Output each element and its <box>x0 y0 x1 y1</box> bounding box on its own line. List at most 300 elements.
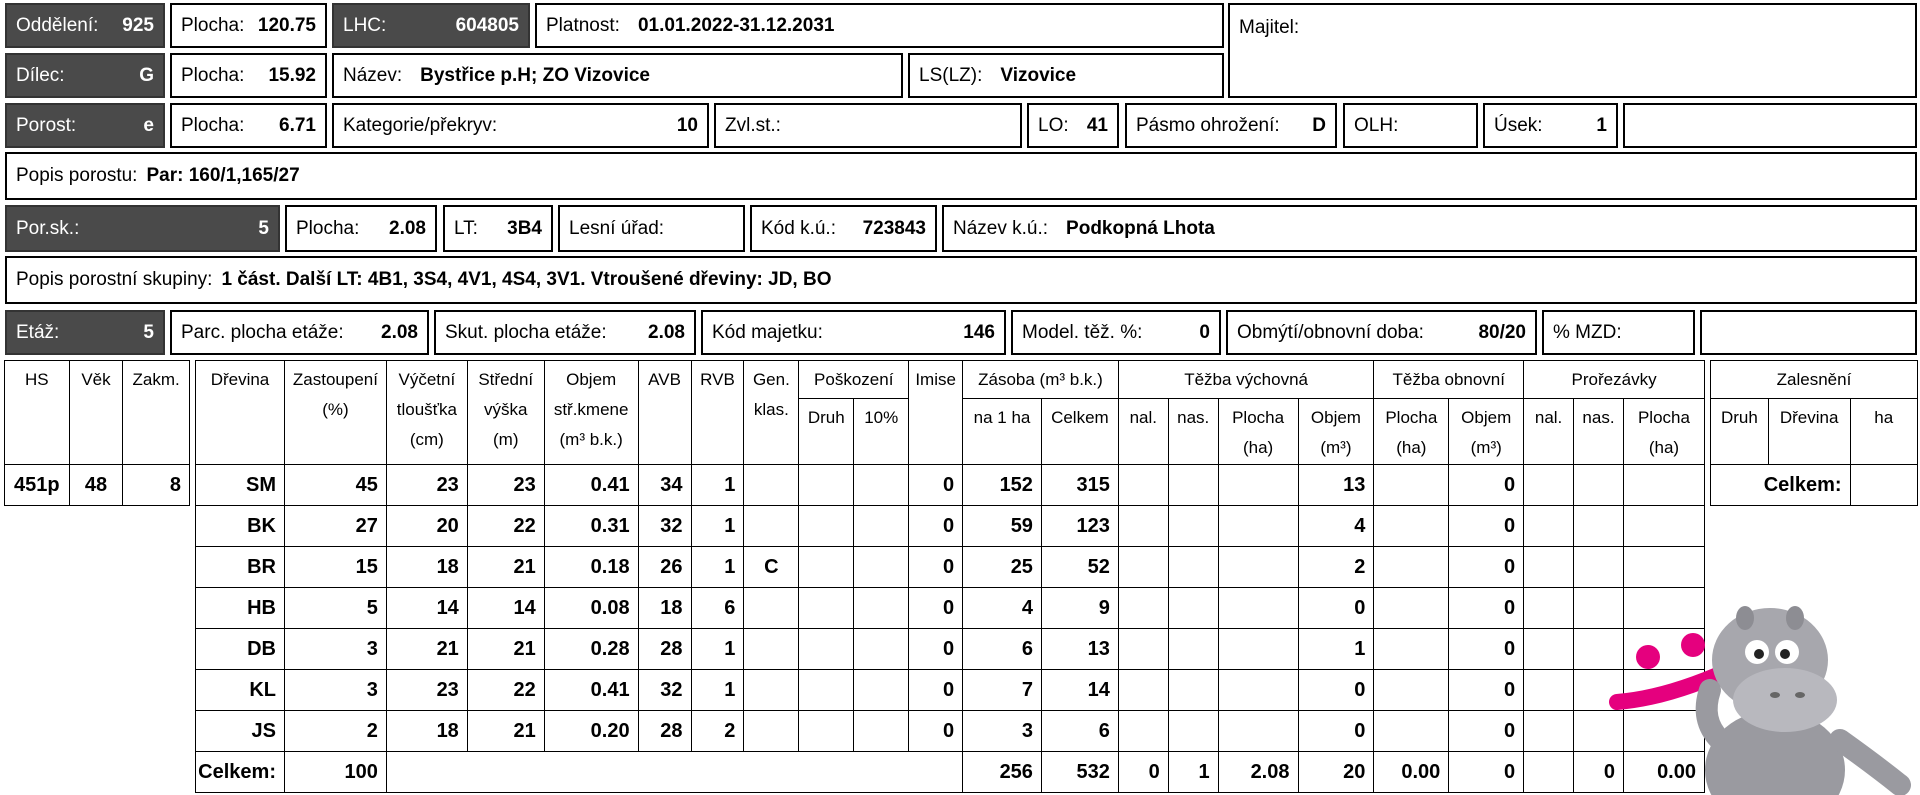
plocha-cell <box>1218 588 1298 629</box>
lo-box <box>1027 103 1119 148</box>
total-pr-plocha: 0.00 <box>1623 752 1704 793</box>
header-plocha: Plocha (ha) <box>1218 399 1298 465</box>
rvb-cell: 1 <box>691 629 744 670</box>
kategorie-box <box>332 103 709 148</box>
objem-cell: 0.18 <box>544 547 638 588</box>
kod-ku-value: 723843 <box>862 217 926 239</box>
header-zakm: Zakm. <box>123 361 190 465</box>
nazev-label: Název: <box>343 64 403 86</box>
total-pr-nas: 0 <box>1574 752 1624 793</box>
pasmo-box <box>1125 103 1337 148</box>
table-row <box>196 547 1705 588</box>
dilec-plocha-box <box>170 53 327 98</box>
platnost-value: 01.01.2022-31.12.2031 <box>637 14 835 36</box>
nal-cell <box>1118 711 1168 752</box>
pr-nal-cell <box>1524 547 1574 588</box>
oddeleni-box <box>5 3 165 48</box>
popis-porostu-value: Par: 160/1,165/27 <box>146 165 300 186</box>
stredni-cell: 21 <box>467 711 544 752</box>
pct10-cell <box>854 711 909 752</box>
plocha-label: Plocha: <box>181 114 245 136</box>
total-na1ha: 256 <box>963 752 1042 793</box>
stredni-cell: 21 <box>467 547 544 588</box>
druh-cell <box>799 670 854 711</box>
drevina-cell: SM <box>196 465 285 506</box>
empty-box-r3 <box>1623 103 1917 148</box>
header-10pct: 10% <box>854 399 909 465</box>
majitel-label: Majitel: <box>1239 17 1300 38</box>
objem-m3-cell: 0 <box>1298 588 1374 629</box>
vycetni-cell: 18 <box>386 547 467 588</box>
plocha-cell <box>1218 465 1298 506</box>
header-objem: Objem stř.kmene (m³ b.k.) <box>544 361 638 465</box>
lhc-value: 604805 <box>455 14 519 36</box>
zakm-cell: 8 <box>123 465 190 506</box>
objem-m3-cell: 0 <box>1298 711 1374 752</box>
total-zastoupeni: 100 <box>284 752 386 793</box>
model-tez-box <box>1011 310 1221 355</box>
oddeleni-plocha-box <box>170 3 327 48</box>
nazev-box <box>332 53 903 98</box>
na1ha-cell: 59 <box>963 506 1042 547</box>
imise-cell: 0 <box>909 629 963 670</box>
avb-cell: 32 <box>638 506 691 547</box>
usek-value: 1 <box>1596 114 1607 136</box>
parc-plocha-box <box>170 310 429 355</box>
header-nas: nas. <box>1168 399 1218 465</box>
lt-value: 3B4 <box>507 217 542 239</box>
table-row <box>196 711 1705 752</box>
header-objem-m3: Objem (m³) <box>1298 399 1374 465</box>
header-nal: nal. <box>1118 399 1168 465</box>
objem-m3-cell: 13 <box>1298 465 1374 506</box>
header-drevina: Dřevina <box>196 361 285 465</box>
empty-box-r7 <box>1700 310 1917 355</box>
header-imise: Imise <box>909 361 963 465</box>
celkem-cell: 6 <box>1041 711 1118 752</box>
plocha-cell <box>1218 670 1298 711</box>
celkem-cell: 52 <box>1041 547 1118 588</box>
gen-cell <box>744 465 799 506</box>
etaz-value: 5 <box>143 321 154 343</box>
pct10-cell <box>854 588 909 629</box>
drevina-cell: JS <box>196 711 285 752</box>
porost-plocha-box <box>170 103 327 148</box>
etaz-label: Etáž: <box>16 321 60 343</box>
header-celkem: Celkem <box>1041 399 1118 465</box>
lo-value: 41 <box>1086 114 1108 136</box>
objem-m3-cell: 1 <box>1298 629 1374 670</box>
pct10-cell <box>854 506 909 547</box>
objem-cell: 0.28 <box>544 629 638 670</box>
nal-cell <box>1118 547 1168 588</box>
skut-plocha-value: 2.08 <box>648 321 685 343</box>
zastoupeni-cell: 27 <box>284 506 386 547</box>
nal-cell <box>1118 465 1168 506</box>
objem-cell: 0.20 <box>544 711 638 752</box>
kod-majetku-box <box>701 310 1006 355</box>
popis-skupiny-box <box>5 256 1917 304</box>
plocha-cell <box>1218 506 1298 547</box>
pr-nal-cell <box>1524 629 1574 670</box>
obn-plocha-cell <box>1374 629 1449 670</box>
pr-nal-cell <box>1524 711 1574 752</box>
druh-cell <box>799 629 854 670</box>
gen-cell <box>744 670 799 711</box>
header-zasoba: Zásoba (m³ b.k.) <box>963 361 1119 399</box>
zastoupeni-cell: 15 <box>284 547 386 588</box>
lesni-urad-box <box>558 205 745 252</box>
zalesneni-total-label: Celkem: <box>1711 465 1851 506</box>
nazev-ku-value: Podkopná Lhota <box>1066 217 1215 239</box>
vycetni-cell: 23 <box>386 465 467 506</box>
pasmo-value: D <box>1312 114 1326 136</box>
na1ha-cell: 152 <box>963 465 1042 506</box>
pr-nal-cell <box>1524 465 1574 506</box>
zastoupeni-cell: 5 <box>284 588 386 629</box>
avb-cell: 26 <box>638 547 691 588</box>
imise-cell: 0 <box>909 465 963 506</box>
obn-objem-cell: 0 <box>1449 670 1524 711</box>
obn-plocha-cell <box>1374 506 1449 547</box>
druh-cell <box>799 588 854 629</box>
imise-cell: 0 <box>909 547 963 588</box>
nal-cell <box>1118 629 1168 670</box>
gen-cell: C <box>744 547 799 588</box>
etaz-box <box>5 310 165 355</box>
zalesneni-title: Zalesnění <box>1711 361 1918 399</box>
obn-objem-cell: 0 <box>1449 506 1524 547</box>
table-row <box>196 588 1705 629</box>
plocha-label: Plocha: <box>181 64 245 86</box>
porsk-plocha-value: 2.08 <box>389 217 426 239</box>
drevina-cell: KL <box>196 670 285 711</box>
objem-m3-cell: 4 <box>1298 506 1374 547</box>
zastoupeni-cell: 3 <box>284 629 386 670</box>
ls-value: Vizovice <box>1000 64 1077 86</box>
vek-cell: 48 <box>69 465 123 506</box>
header-z-drevina: Dřevina <box>1768 399 1850 465</box>
obmyti-box <box>1226 310 1537 355</box>
vycetni-cell: 23 <box>386 670 467 711</box>
objem-m3-cell: 0 <box>1298 670 1374 711</box>
totals-blank <box>386 752 962 793</box>
olh-label: OLH: <box>1354 114 1399 136</box>
header-obn-plocha: Plocha (ha) <box>1374 399 1449 465</box>
platnost-box <box>535 3 1224 48</box>
header-z-ha: ha <box>1850 399 1917 465</box>
table-row <box>196 465 1705 506</box>
objem-cell: 0.08 <box>544 588 638 629</box>
druh-cell <box>799 547 854 588</box>
header-poskozeni: Poškození <box>799 361 909 399</box>
zalesneni-table <box>1710 360 1918 506</box>
objem-cell: 0.41 <box>544 670 638 711</box>
rvb-cell: 2 <box>691 711 744 752</box>
zastoupeni-cell: 3 <box>284 670 386 711</box>
pr-plocha-cell <box>1623 465 1704 506</box>
pr-nal-cell <box>1524 506 1574 547</box>
porost-plocha-value: 6.71 <box>279 114 316 136</box>
pct10-cell <box>854 670 909 711</box>
obn-plocha-cell <box>1374 588 1449 629</box>
pct10-cell <box>854 465 909 506</box>
avb-cell: 18 <box>638 588 691 629</box>
obn-plocha-cell <box>1374 547 1449 588</box>
nazev-ku-box <box>942 205 1917 252</box>
gen-cell <box>744 588 799 629</box>
total-celkem: 532 <box>1041 752 1118 793</box>
kod-majetku-value: 146 <box>963 321 995 343</box>
header-prorezavky: Prořezávky <box>1524 361 1705 399</box>
plocha-cell <box>1218 629 1298 670</box>
kod-ku-label: Kód k.ú.: <box>761 217 836 239</box>
nal-cell <box>1118 670 1168 711</box>
parc-plocha-label: Parc. plocha etáže: <box>181 321 344 343</box>
kategorie-value: 10 <box>676 114 698 136</box>
rvb-cell: 1 <box>691 547 744 588</box>
drevina-cell: DB <box>196 629 285 670</box>
druh-cell <box>799 506 854 547</box>
lhc-label: LHC: <box>343 14 387 36</box>
porost-box <box>5 103 165 148</box>
mzd-label: % MZD: <box>1553 321 1622 343</box>
header-na1ha: na 1 ha <box>963 399 1042 465</box>
lt-label: LT: <box>454 217 478 239</box>
stredni-cell: 23 <box>467 465 544 506</box>
gen-cell <box>744 629 799 670</box>
total-pr-nal <box>1524 752 1574 793</box>
porsk-box <box>5 205 280 252</box>
drevina-cell: BK <box>196 506 285 547</box>
ls-label: LS(LZ): <box>919 64 983 86</box>
pasmo-label: Pásmo ohrožení: <box>1136 114 1280 136</box>
lesni-urad-label: Lesní úřad: <box>569 217 665 239</box>
nas-cell <box>1168 588 1218 629</box>
pr-nal-cell <box>1524 588 1574 629</box>
header-pr-plocha: Plocha (ha) <box>1623 399 1704 465</box>
hs-cell: 451p <box>5 465 70 506</box>
usek-box <box>1483 103 1618 148</box>
porost-value: e <box>143 114 154 136</box>
plocha-label: Plocha: <box>181 14 245 36</box>
table-row <box>196 506 1705 547</box>
skut-plocha-box <box>434 310 696 355</box>
rvb-cell: 1 <box>691 506 744 547</box>
celkem-cell: 13 <box>1041 629 1118 670</box>
nazev-value: Bystřice p.H; ZO Vizovice <box>420 64 650 86</box>
total-nas: 1 <box>1168 752 1218 793</box>
vycetni-cell: 18 <box>386 711 467 752</box>
zastoupeni-cell: 2 <box>284 711 386 752</box>
kod-ku-box <box>750 205 937 252</box>
celkem-cell: 9 <box>1041 588 1118 629</box>
table-row <box>196 670 1705 711</box>
celkem-cell: 315 <box>1041 465 1118 506</box>
total-plocha: 2.08 <box>1218 752 1298 793</box>
objem-cell: 0.41 <box>544 465 638 506</box>
kategorie-label: Kategorie/překryv: <box>343 114 498 136</box>
imise-cell: 0 <box>909 506 963 547</box>
na1ha-cell: 25 <box>963 547 1042 588</box>
nas-cell <box>1168 711 1218 752</box>
parc-plocha-value: 2.08 <box>381 321 418 343</box>
oddeleni-value: 925 <box>122 14 154 36</box>
pct10-cell <box>854 547 909 588</box>
table-row <box>196 629 1705 670</box>
obn-plocha-cell <box>1374 670 1449 711</box>
majitel-box <box>1228 3 1917 98</box>
header-rvb: RVB <box>691 361 744 465</box>
pr-nas-cell <box>1574 465 1624 506</box>
obn-objem-cell: 0 <box>1449 588 1524 629</box>
porsk-value: 5 <box>258 217 269 239</box>
platnost-label: Platnost: <box>546 14 620 36</box>
dilec-box <box>5 53 165 98</box>
imise-cell: 0 <box>909 711 963 752</box>
stredni-cell: 22 <box>467 506 544 547</box>
model-tez-label: Model. těž. %: <box>1022 321 1143 343</box>
lt-box <box>443 205 553 252</box>
stredni-cell: 21 <box>467 629 544 670</box>
vycetni-cell: 21 <box>386 629 467 670</box>
druh-cell <box>799 711 854 752</box>
lhc-box <box>332 3 530 48</box>
skut-plocha-label: Skut. plocha etáže: <box>445 321 607 343</box>
popis-skupiny-value: 1 část. Další LT: 4B1, 3S4, 4V1, 4S4, 3V1. Vtroušené dřeviny: JD, BO <box>221 269 832 290</box>
total-obn-plocha: 0.00 <box>1374 752 1449 793</box>
main-table <box>195 360 1705 793</box>
zastoupeni-cell: 45 <box>284 465 386 506</box>
total-obn-objem: 0 <box>1449 752 1524 793</box>
ls-box <box>908 53 1224 98</box>
zalesneni-total-value <box>1850 465 1917 506</box>
druh-cell <box>799 465 854 506</box>
obn-plocha-cell <box>1374 465 1449 506</box>
zvlst-box <box>714 103 1022 148</box>
stredni-cell: 14 <box>467 588 544 629</box>
obn-objem-cell: 0 <box>1449 465 1524 506</box>
header-pr-nas: nas. <box>1574 399 1624 465</box>
popis-porostu-box <box>5 152 1917 200</box>
header-vycetni: Výčetní tloušťka (cm) <box>386 361 467 465</box>
objem-m3-cell: 2 <box>1298 547 1374 588</box>
table-row <box>5 465 190 506</box>
olh-box <box>1343 103 1478 148</box>
nas-cell <box>1168 506 1218 547</box>
celkem-cell: 14 <box>1041 670 1118 711</box>
avb-cell: 32 <box>638 670 691 711</box>
drevina-cell: BR <box>196 547 285 588</box>
drevina-cell: HB <box>196 588 285 629</box>
pct10-cell <box>854 629 909 670</box>
avb-cell: 34 <box>638 465 691 506</box>
stredni-cell: 22 <box>467 670 544 711</box>
plocha-cell <box>1218 547 1298 588</box>
header-tezba-obnovni: Těžba obnovní <box>1374 361 1524 399</box>
nal-cell <box>1118 506 1168 547</box>
imise-cell: 0 <box>909 670 963 711</box>
lo-label: LO: <box>1038 114 1069 136</box>
plocha-label: Plocha: <box>296 217 360 239</box>
nazev-ku-label: Název k.ú.: <box>953 217 1049 239</box>
header-vek: Věk <box>69 361 123 465</box>
model-tez-value: 0 <box>1199 321 1210 343</box>
pr-nas-cell <box>1574 506 1624 547</box>
nas-cell <box>1168 670 1218 711</box>
obn-objem-cell: 0 <box>1449 547 1524 588</box>
rvb-cell: 1 <box>691 465 744 506</box>
nal-cell <box>1118 588 1168 629</box>
total-objem: 20 <box>1298 752 1374 793</box>
nas-cell <box>1168 547 1218 588</box>
left-table <box>4 360 190 506</box>
kod-majetku-label: Kód majetku: <box>712 321 823 343</box>
porost-label: Porost: <box>16 114 77 136</box>
header-obn-objem: Objem (m³) <box>1449 399 1524 465</box>
avb-cell: 28 <box>638 711 691 752</box>
dilec-value: G <box>139 64 154 86</box>
nas-cell <box>1168 465 1218 506</box>
na1ha-cell: 7 <box>963 670 1042 711</box>
header-tezba-vychovna: Těžba výchovná <box>1118 361 1374 399</box>
obmyti-label: Obmýtí/obnovní doba: <box>1237 321 1424 343</box>
totals-label: Celkem: <box>196 752 285 793</box>
total-nal: 0 <box>1118 752 1168 793</box>
vycetni-cell: 20 <box>386 506 467 547</box>
obn-objem-cell: 0 <box>1449 629 1524 670</box>
header-gen: Gen. klas. <box>744 361 799 465</box>
obn-plocha-cell <box>1374 711 1449 752</box>
popis-skupiny-label: Popis porostní skupiny: <box>16 269 213 290</box>
porsk-plocha-box <box>285 205 437 252</box>
mzd-box <box>1542 310 1695 355</box>
zalesneni-total-row <box>1711 465 1918 506</box>
rvb-cell: 6 <box>691 588 744 629</box>
plocha-cell <box>1218 711 1298 752</box>
avb-cell: 28 <box>638 629 691 670</box>
header-pr-nal: nal. <box>1524 399 1574 465</box>
na1ha-cell: 4 <box>963 588 1042 629</box>
pr-plocha-cell <box>1623 506 1704 547</box>
gen-cell <box>744 711 799 752</box>
header-hs: HS <box>5 361 70 465</box>
objem-cell: 0.31 <box>544 506 638 547</box>
dilec-plocha-value: 15.92 <box>268 64 316 86</box>
rvb-cell: 1 <box>691 670 744 711</box>
porsk-label: Por.sk.: <box>16 217 80 239</box>
oddeleni-plocha-value: 120.75 <box>257 14 316 36</box>
obn-objem-cell: 0 <box>1449 711 1524 752</box>
nas-cell <box>1168 629 1218 670</box>
vycetni-cell: 14 <box>386 588 467 629</box>
na1ha-cell: 6 <box>963 629 1042 670</box>
dilec-label: Dílec: <box>16 64 65 86</box>
totals-row <box>196 752 1705 793</box>
imise-cell: 0 <box>909 588 963 629</box>
header-zastoupeni: Zastoupení (%) <box>284 361 386 465</box>
header-stredni: Střední výška (m) <box>467 361 544 465</box>
pr-nal-cell <box>1524 670 1574 711</box>
na1ha-cell: 3 <box>963 711 1042 752</box>
gen-cell <box>744 506 799 547</box>
usek-label: Úsek: <box>1494 114 1543 136</box>
obmyti-value: 80/20 <box>1478 321 1526 343</box>
celkem-cell: 123 <box>1041 506 1118 547</box>
header-avb: AVB <box>638 361 691 465</box>
hippo-mascot-icon <box>1600 570 1920 795</box>
oddeleni-label: Oddělení: <box>16 14 99 36</box>
